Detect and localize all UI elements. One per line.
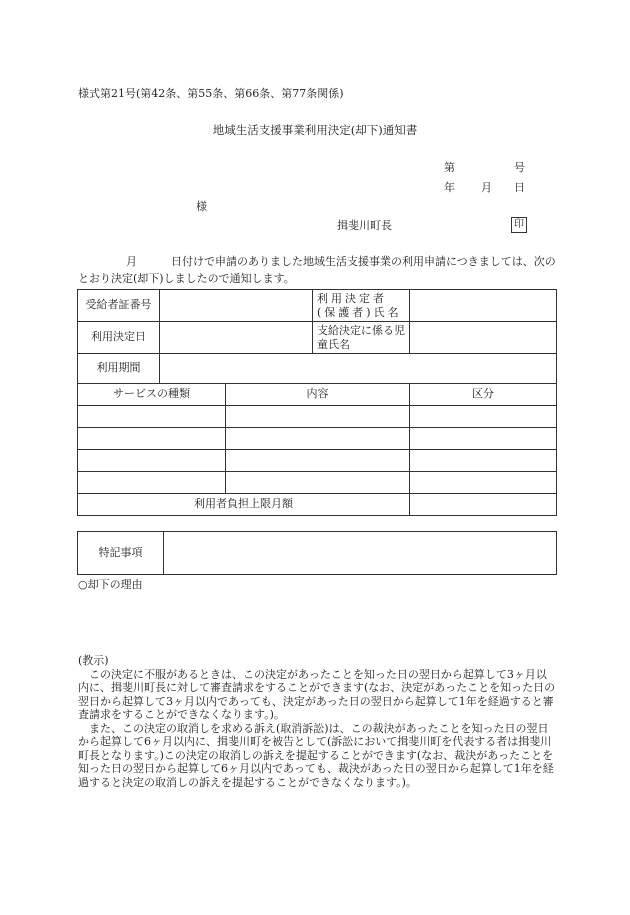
period-field[interactable] [160, 354, 557, 384]
appeal-paragraph-2: また、この決定の取消しを求める訴え(取消訴訟)は、この裁決があったことを知った日の翌日から起算して6ヶ月以内に、揖斐川町を被告として(訴訟において揖斐川町を代表する者は揖斐川町長となります。)この決定の取消しの訴えを提起することができます(なお、裁決があったことを知った日の翌日から起算して6ヶ月以内であっても、裁決があった日の翌日から起算して1年を経過すると決定の取消しの訴えを提起することができなくなります。)。 [78, 721, 554, 789]
date-day-label: 日 [514, 181, 525, 194]
recipient-number-field[interactable] [160, 290, 313, 322]
date-year-label: 年 [444, 181, 455, 194]
category-cell[interactable] [410, 428, 557, 450]
decision-guardian-label: 利用決定者(保護者)氏名 [313, 290, 410, 322]
category-cell[interactable] [410, 472, 557, 494]
appeal-instructions [78, 654, 556, 789]
service-type-header: サービスの種類 [78, 384, 226, 406]
table-row [78, 450, 557, 472]
upper-limit-field[interactable] [410, 494, 557, 516]
service-type-cell[interactable] [78, 406, 226, 428]
addressee-suffix: 様 [196, 200, 207, 213]
table-row [78, 472, 557, 494]
decision-date-label: 利用決定日 [78, 322, 160, 354]
category-cell[interactable] [410, 406, 557, 428]
decision-date-field[interactable] [160, 322, 313, 354]
upper-limit-label: 利用者負担上限月額 [78, 494, 410, 516]
recipient-number-label: 受給者証番号 [78, 290, 160, 322]
child-name-field[interactable] [410, 322, 557, 354]
category-header: 区分 [410, 384, 557, 406]
child-name-label: 支給決定に係る児童氏名 [313, 322, 410, 354]
table-row [78, 428, 557, 450]
category-cell[interactable] [410, 450, 557, 472]
content-cell[interactable] [226, 428, 410, 450]
content-cell[interactable] [226, 450, 410, 472]
special-notes-field[interactable] [164, 532, 557, 575]
intro-paragraph [78, 253, 556, 287]
appeal-paragraph-1: この決定に不服があるときは、この決定があったことを知った日の翌日から起算して3ヶ月以内に、揖斐川町長に対して審査請求をすることができます(なお、決定があったことを知った日の翌日から起算して3ヶ月以内であっても、決定があった日の翌日から起算して1年を経過すると審査請求をすることができなくなります。)。 [78, 667, 556, 721]
content-cell[interactable] [226, 472, 410, 494]
appeal-heading: (教示) [78, 654, 109, 667]
date-month-label: 月 [481, 181, 492, 194]
service-type-cell[interactable] [78, 450, 226, 472]
service-type-cell[interactable] [78, 428, 226, 450]
rejection-reason-label: ○却下の理由 [78, 578, 143, 591]
table-row [78, 406, 557, 428]
decision-guardian-field[interactable] [410, 290, 557, 322]
content-cell[interactable] [226, 406, 410, 428]
special-notes-label: 特記事項 [78, 532, 164, 575]
intro-text: 日付けで申請のありました地域生活支援事業の利用申請につきましては、次のとおり決定(却下)しましたので通知します。 [78, 255, 556, 285]
content-header: 内容 [226, 384, 410, 406]
decision-table [77, 289, 557, 516]
seal-mark: 印 [511, 217, 527, 233]
issuer-name: 揖斐川町長 [337, 219, 392, 232]
special-notes-table [77, 531, 557, 575]
period-label: 利用期間 [78, 354, 160, 384]
intro-month: 月 [126, 255, 137, 268]
form-number: 様式第21号(第42条、第55条、第66条、第77条関係) [78, 87, 344, 100]
document-title: 地域生活支援事業利用決定(却下)通知書 [212, 123, 418, 137]
number-prefix: 第 [444, 161, 455, 174]
number-suffix: 号 [514, 161, 525, 174]
service-type-cell[interactable] [78, 472, 226, 494]
